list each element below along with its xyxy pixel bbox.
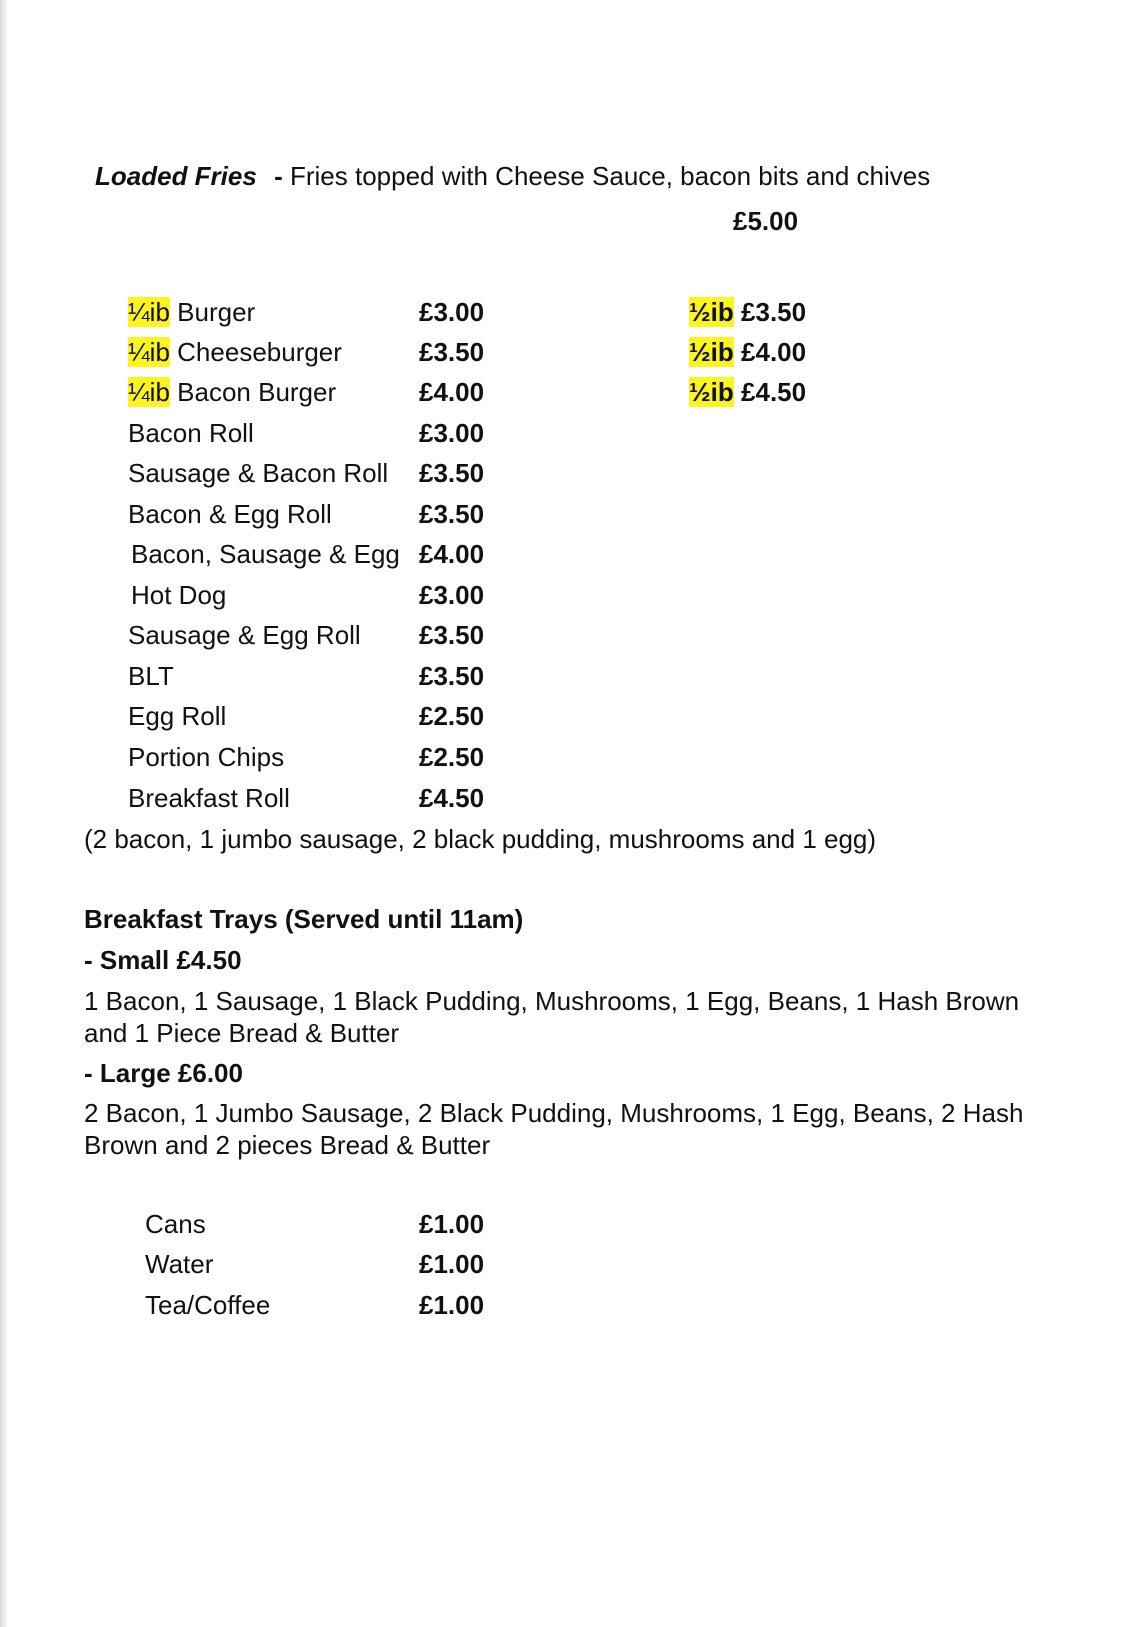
large-size-price	[689, 337, 806, 367]
menu-item-price: £4.50	[419, 783, 485, 813]
menu-item	[128, 418, 254, 448]
large-size-price-value: £3.50	[741, 297, 807, 327]
menu-item	[128, 499, 332, 529]
large-tray-label: - Large £6.00	[84, 1058, 243, 1088]
weight-prefix-highlight: ¼ib	[128, 297, 170, 327]
drink-name: Water	[145, 1249, 214, 1279]
large-size-price	[689, 377, 806, 407]
menu-item-name: Bacon Burger	[177, 377, 337, 407]
menu-item-price: £3.50	[419, 499, 485, 529]
menu-item-name: Burger	[177, 297, 256, 327]
page-edge-shadow	[0, 0, 8, 1627]
menu-item	[131, 580, 226, 610]
menu-item-price: £3.50	[419, 458, 485, 488]
menu-item	[131, 539, 400, 569]
menu-item-name: Bacon & Egg Roll	[128, 499, 332, 529]
loaded-fries-description: Fries topped with Cheese Sauce, bacon bits and chives	[289, 161, 931, 191]
menu-item-name: Bacon Roll	[128, 418, 254, 448]
menu-item-price: £3.00	[419, 297, 485, 327]
large-tray-description-line2: Brown and 2 pieces Bread & Butter	[84, 1130, 491, 1160]
drink-name: Cans	[145, 1209, 206, 1239]
menu-item-name: Hot Dog	[131, 580, 227, 610]
breakfast-roll-note: (2 bacon, 1 jumbo sausage, 2 black pudding, mushrooms and 1 egg)	[84, 824, 877, 854]
loaded-fries-title: Loaded Fries	[95, 161, 257, 191]
large-weight-prefix-highlight: ½ib	[689, 377, 734, 407]
menu-item	[128, 783, 290, 813]
drink-price: £1.00	[419, 1209, 485, 1239]
loaded-fries-price: £5.00	[733, 206, 799, 236]
weight-prefix-highlight: ¼ib	[128, 337, 170, 367]
loaded-fries-line	[95, 161, 930, 191]
weight-prefix-highlight: ¼ib	[128, 377, 170, 407]
menu-item	[128, 661, 174, 691]
menu-item	[128, 458, 388, 488]
menu-item-name: BLT	[128, 661, 174, 691]
large-size-price-value: £4.50	[741, 377, 807, 407]
menu-item-price: £4.00	[419, 539, 485, 569]
large-size-price-value: £4.00	[741, 337, 807, 367]
menu-item-name: Egg Roll	[128, 701, 227, 731]
breakfast-trays-heading: Breakfast Trays (Served until 11am)	[84, 904, 524, 934]
menu-item	[128, 620, 361, 650]
drink-price: £1.00	[419, 1249, 485, 1279]
menu-item	[128, 337, 342, 367]
menu-item-price: £2.50	[419, 701, 485, 731]
menu-item-name: Breakfast Roll	[128, 783, 290, 813]
menu-item	[128, 377, 336, 407]
menu-item	[128, 297, 255, 327]
menu-item-price: £3.50	[419, 661, 485, 691]
menu-item	[128, 701, 226, 731]
small-tray-description-line2: and 1 Piece Bread & Butter	[84, 1018, 400, 1048]
menu-item-price: £3.00	[419, 418, 485, 448]
loaded-fries-separator: -	[274, 161, 283, 191]
drink-price: £1.00	[419, 1290, 485, 1320]
menu-item-name: Bacon, Sausage & Egg	[131, 539, 400, 569]
large-tray-description-line1: 2 Bacon, 1 Jumbo Sausage, 2 Black Pudding, Mushrooms, 1 Egg, Beans, 2 Hash	[84, 1098, 1024, 1128]
drink-name: Tea/Coffee	[145, 1290, 271, 1320]
menu-item-name: Sausage & Bacon Roll	[128, 458, 389, 488]
large-size-price	[689, 297, 806, 327]
menu-item-price: £3.50	[419, 620, 485, 650]
menu-item-price: £3.50	[419, 337, 485, 367]
menu-item-price: £2.50	[419, 742, 485, 772]
large-weight-prefix-highlight: ½ib	[689, 297, 734, 327]
small-tray-label: - Small £4.50	[84, 945, 242, 975]
menu-item-name: Sausage & Egg Roll	[128, 620, 361, 650]
menu-item-name: Cheeseburger	[177, 337, 342, 367]
small-tray-description-line1: 1 Bacon, 1 Sausage, 1 Black Pudding, Mushrooms, 1 Egg, Beans, 1 Hash Brown	[84, 986, 1020, 1016]
menu-item-name: Portion Chips	[128, 742, 285, 772]
menu-item-price: £4.00	[419, 377, 485, 407]
menu-item	[128, 742, 284, 772]
menu-item-price: £3.00	[419, 580, 485, 610]
large-weight-prefix-highlight: ½ib	[689, 337, 734, 367]
